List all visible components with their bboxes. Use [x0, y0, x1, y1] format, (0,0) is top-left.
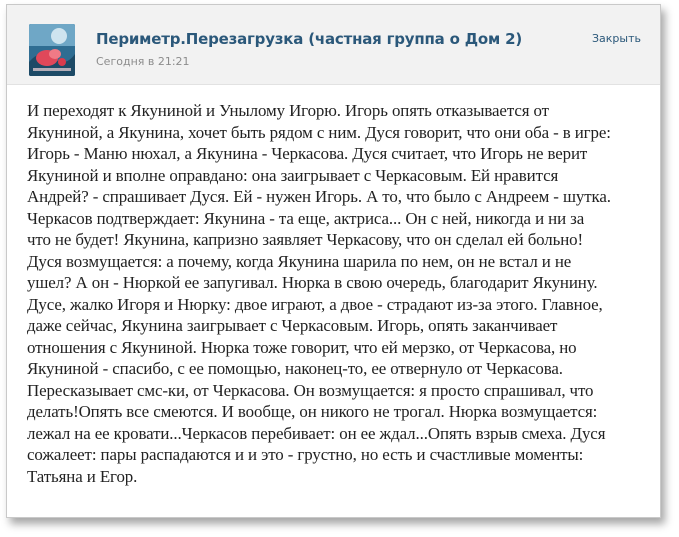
group-title[interactable]: Периметр.Перезагрузка (частная группа о Дом 2): [96, 30, 522, 48]
close-button[interactable]: Закрыть: [592, 32, 641, 45]
post-popup: [6, 4, 661, 518]
post-header: [7, 5, 660, 85]
post-timestamp[interactable]: Сегодня в 21:21: [96, 55, 190, 68]
post-text: И переходят к Якуниной и Унылому Игорю. Игорь опять отказывается от Якуниной, а Якунина, хочет быть рядом с ним. Дуся говорит, что они оба - в игре: Игорь - Маню нюхал, а Якунина - Черкасова. Дуся считает, что Игорь не верит Якуниной и вполне оправдано: она заигрывает с Черкасовым. Ей нравится Андрей? - спрашивает Дуся. Ей - нужен Игорь. А то, что было с Андреем - шутка. Черкасов подтверждает: Якунина - та еще, актриса... Он с ней, никогда и ни за что не будет! Якунина, капризно заявляет Черкасову, что он сделал ей больно! Дуся возмущается: а почему, когда Якунина шарила по нем, он не встал и не ушел? А он - Нюркой ее запугивал. Нюрка в свою очередь, благодарит Якунину. Дусе, жалко Игоря и Нюрку: двое играют, а двое - страдают из-за этого. Главное, даже сейчас, Якунина заигрывает с Черкасовым. Игорь, опять заканчивает отношения с Якуниной. Нюрка тоже говорит, что ей мерзко, от Черкасова, но Якуниной - спасибо, с ее помощью, наконец-то, ее отвернуло от Черкасова. Пересказывает смс-ки, от Черкасова. Он возмущается: я просто спрашивал, что делать!Опять все смеются. И вообще, он никого не трогал. Нюрка возмущается: лежал на ее кровати...Черкасов перебивает: он ее ждал...Опять взрыв смеха. Дуся сожалеет: пары распадаются и и это - грустно, но есть и счастливые моменты: Татьяна и Егор.: [27, 101, 611, 486]
group-avatar[interactable]: [29, 24, 75, 76]
group-avatar-image-icon: [29, 24, 75, 76]
